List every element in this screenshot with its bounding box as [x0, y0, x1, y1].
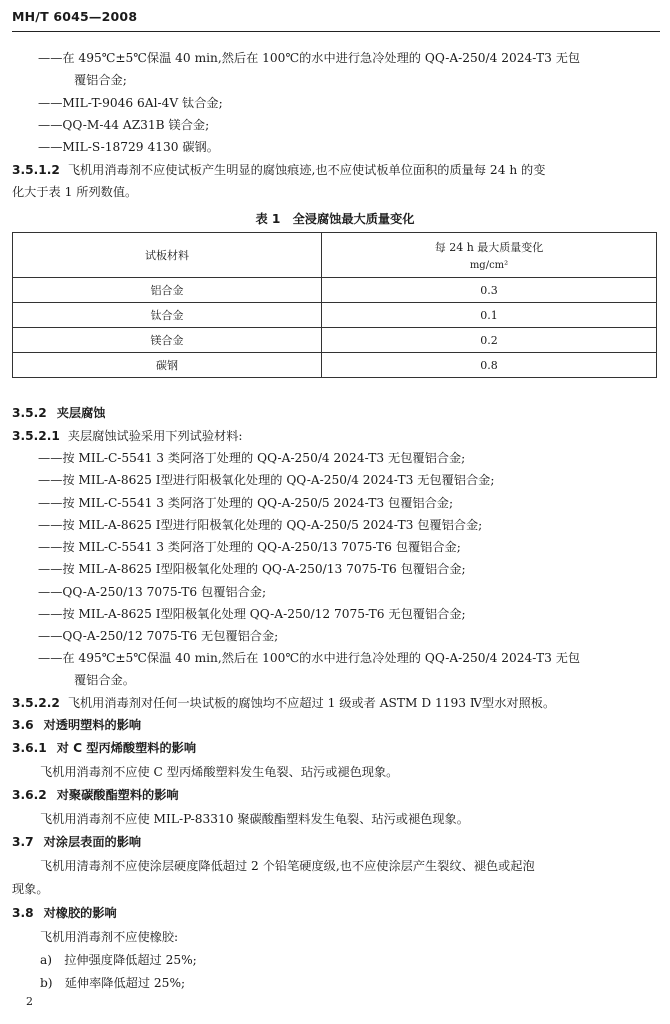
heading-title: 对橡胶的影响	[43, 906, 117, 920]
column-header-mass-change	[322, 233, 657, 278]
table-row	[13, 278, 657, 303]
clause-text: 飞机用消毒剂不应使试板产生明显的腐蚀痕迹,也不应使试板单位面积的质量每 24 h 的变	[67, 163, 546, 177]
heading-number: 3.6	[12, 718, 34, 732]
heading-number: 3.6.1	[12, 741, 47, 755]
mass-change-table	[12, 232, 657, 378]
value-cell: 0.2	[322, 328, 657, 353]
list-item: ——按 MIL-A-8625 Ⅰ型进行阳极氧化处理的 QQ-A-250/5 2024-T3 包覆铝合金;	[38, 518, 483, 532]
list-item: ——QQ-A-250/13 7075-T6 包覆铝合金;	[38, 585, 267, 599]
table-row	[13, 353, 657, 378]
list-item-continuation: 覆铝合金。	[74, 673, 135, 687]
paragraph: 飞机用清毒剂不应使涂层硬度降低超过 2 个铅笔硬度级,也不应使涂层产生裂纹、褪色或起泡	[40, 859, 535, 873]
clause-3-5-1-2	[12, 162, 545, 178]
value-cell: 0.3	[322, 278, 657, 303]
material-cell: 钛合金	[13, 303, 322, 328]
list-item: ——按 MIL-A-8625 Ⅰ型进行阳极氧化处理的 QQ-A-250/4 2024-T3 无包覆铝合金;	[38, 473, 495, 487]
list-item-continuation: 覆铝合金;	[74, 73, 127, 87]
clause-text-continuation: 化大于表 1 所列数值。	[12, 185, 138, 199]
paragraph: 飞机用消毒剂不应使 C 型丙烯酸塑料发生龟裂、玷污或褪色现象。	[40, 765, 399, 779]
list-item-b: b) 延伸率降低超过 25%;	[40, 976, 186, 990]
table-header-row	[13, 233, 657, 278]
heading-number: 3.6.2	[12, 788, 47, 802]
header-rule	[12, 31, 660, 32]
clause-3-5-2-2	[12, 695, 555, 711]
standard-number: MH/T 6045—2008	[12, 9, 138, 24]
clause-text: 夹层腐蚀试验采用下列试验材料:	[67, 429, 243, 443]
list-item: ——QQ-M-44 AZ31B 镁合金;	[38, 118, 210, 132]
clause-number: 3.5.2.1	[12, 429, 60, 443]
paragraph: 飞机用消毒剂不应使橡胶:	[40, 930, 179, 944]
list-item: ——在 495℃±5℃保温 40 min,然后在 100℃的水中进行急冷处理的 QQ-A-250/4 2024-T3 无包	[38, 651, 581, 665]
heading-3-7	[12, 834, 141, 850]
list-item: ——MIL-S-18729 4130 碳钢。	[38, 140, 219, 154]
clause-number: 3.5.1.2	[12, 163, 60, 177]
heading-title: 对聚碳酸酯塑料的影响	[56, 788, 179, 802]
column-header-mass-change-label: 每 24 h 最大质量变化	[434, 241, 544, 254]
table-row	[13, 303, 657, 328]
list-item: ——QQ-A-250/12 7075-T6 无包覆铝合金;	[38, 629, 279, 643]
value-cell: 0.8	[322, 353, 657, 378]
list-item: ——按 MIL-C-5541 3 类阿洛丁处理的 QQ-A-250/13 7075-T6 包覆铝合金;	[38, 540, 461, 554]
heading-title: 对涂层表面的影响	[43, 835, 142, 849]
list-item: ——在 495℃±5℃保温 40 min,然后在 100℃的水中进行急冷处理的 QQ-A-250/4 2024-T3 无包	[38, 51, 581, 65]
table-row	[13, 328, 657, 353]
paragraph: 飞机用消毒剂不应使 MIL-P-83310 聚碳酸酯塑料发生龟裂、玷污或褪色现象。	[40, 812, 469, 826]
heading-number: 3.5.2	[12, 406, 47, 420]
heading-title: 对 C 型丙烯酸塑料的影响	[56, 741, 197, 755]
heading-3-6-1	[12, 740, 196, 756]
column-header-material: 试板材料	[13, 233, 322, 278]
page-number: 2	[26, 995, 33, 1008]
list-item: ——MIL-T-9046 6Al-4V 钛合金;	[38, 96, 223, 110]
material-cell: 碳钢	[13, 353, 322, 378]
list-item-a: a) 拉伸强度降低超过 25%;	[40, 953, 197, 967]
column-header-unit: mg/cm²	[469, 260, 509, 271]
table-caption: 表 1 全浸腐蚀最大质量变化	[255, 212, 415, 226]
heading-3-6	[12, 717, 141, 733]
list-item: ——按 MIL-A-8625 Ⅰ型阳极氧化处理 QQ-A-250/12 7075-T6 无包覆铝合金;	[38, 607, 466, 621]
material-cell: 镁合金	[13, 328, 322, 353]
clause-text: 飞机用消毒剂对任何一块试板的腐蚀均不应超过 1 级或者 ASTM D 1193 Ⅳ型水对照板。	[67, 696, 556, 710]
list-item: ——按 MIL-A-8625 Ⅰ型阳极氧化处理的 QQ-A-250/13 7075-T6 包覆铝合金;	[38, 562, 466, 576]
heading-3-8	[12, 905, 117, 921]
heading-number: 3.8	[12, 906, 34, 920]
value-cell: 0.1	[322, 303, 657, 328]
heading-title: 对透明塑料的影响	[43, 718, 142, 732]
clause-3-5-2-1	[12, 428, 243, 444]
list-item: ——按 MIL-C-5541 3 类阿洛丁处理的 QQ-A-250/4 2024-T3 无包覆铝合金;	[38, 451, 466, 465]
heading-3-5-2	[12, 405, 105, 421]
heading-3-6-2	[12, 787, 179, 803]
material-cell: 铝合金	[13, 278, 322, 303]
heading-title: 夹层腐蚀	[56, 406, 106, 420]
clause-number: 3.5.2.2	[12, 696, 60, 710]
heading-number: 3.7	[12, 835, 34, 849]
list-item: ——按 MIL-C-5541 3 类阿洛丁处理的 QQ-A-250/5 2024-T3 包覆铝合金;	[38, 496, 454, 510]
paragraph-continuation: 现象。	[12, 882, 49, 896]
